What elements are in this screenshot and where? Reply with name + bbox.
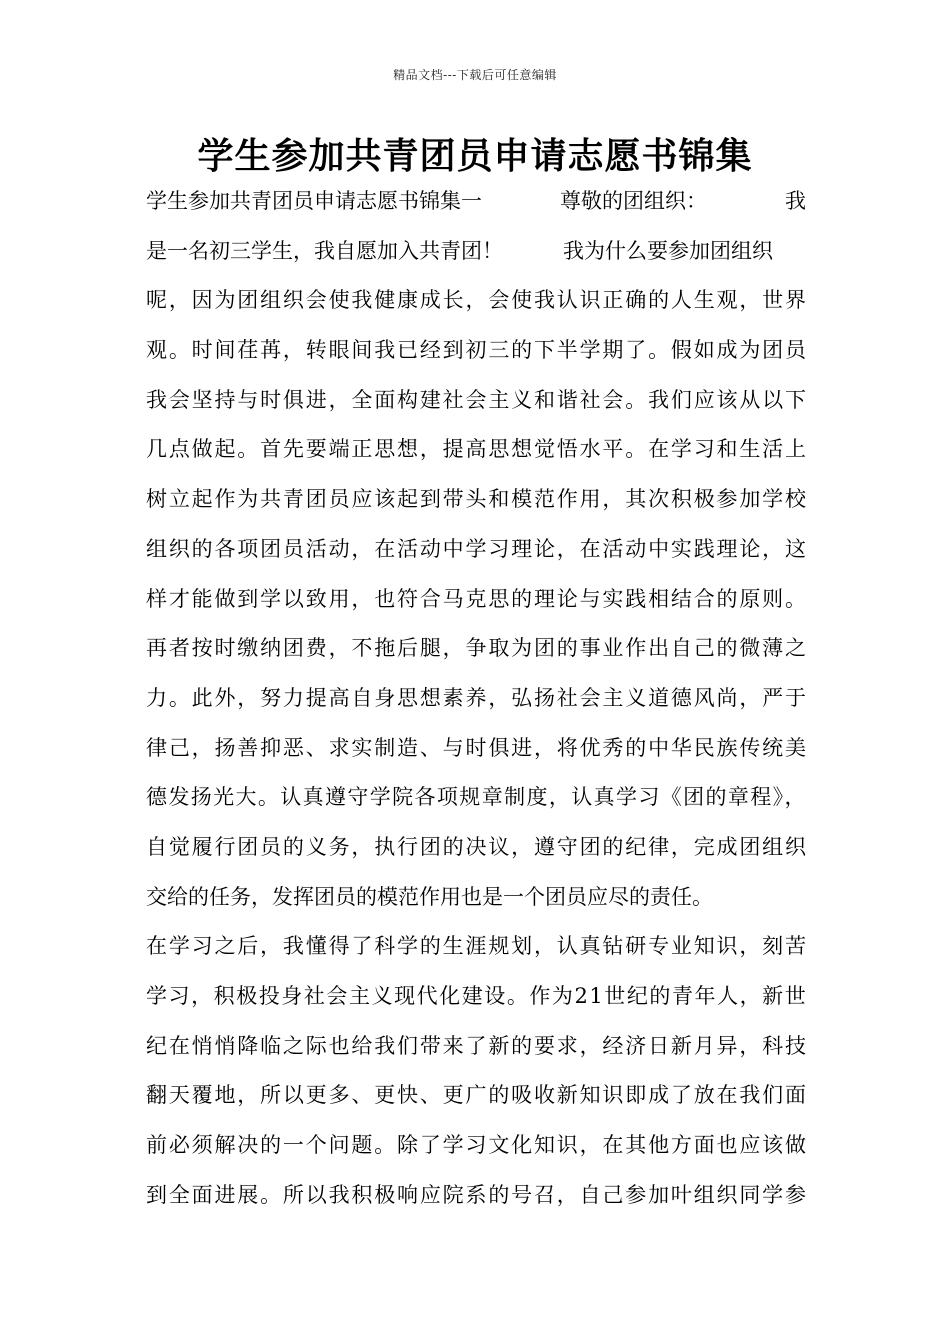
text-segment: 树立起作为共青团员应该起到带头和模范作用，其次积极参加学校 [146,487,808,512]
text-line [146,1126,806,1176]
text-segment: 是一名初三学生，我自愿加入共青团！ [146,238,503,263]
text-segment: 律己，扬善抑恶、求实制造、与时俱进，将优秀的中华民族传统美 [146,735,808,760]
text-segment: 我 [785,189,806,213]
text-segment: 德发扬光大。认真遵守学院各项规章制度，认真学习《团的章程》， [146,785,807,810]
text-line [146,927,806,977]
text-segment: 翻天覆地，所以更多、更快、更广的吸收新知识即成了放在我们面 [146,1083,808,1108]
text-line [146,281,806,331]
text-line [146,430,806,480]
text-segment: 交给的任务，发挥团员的模范作用也是一个团员应尽的责任。 [146,884,713,909]
text-line [146,530,806,580]
text-segment: 我为什么要参加团组织 [563,238,773,263]
text-line [146,232,806,282]
text-line [146,381,806,431]
text-segment: 样才能做到学以致用，也符合马克思的理论与实践相结合的原则。 [146,586,808,611]
text-line [146,729,806,779]
text-line [146,878,806,928]
text-line [146,977,806,1027]
text-segment: 呢，因为团组织会使我健康成长，会使我认识正确的人生观，世界 [146,288,808,313]
document-title: 学生参加共青团员申请志愿书锦集 [197,136,753,177]
text-line [146,679,806,729]
text-segment: 观。时间荏苒，转眼间我已经到初三的下半学期了。假如成为团员 [146,338,808,363]
text-line [146,1076,806,1126]
text-line [146,331,806,381]
text-line [146,629,806,679]
text-line [146,828,806,878]
text-line [146,778,806,828]
text-segment: 力。此外，努力提高自身思想素养，弘扬社会主义道德风尚，严于 [146,685,808,710]
text-segment: 几点做起。首先要端正思想，提高思想觉悟水平。在学习和生活上 [146,437,808,462]
text-segment: 到全面进展。所以我积极响应院系的号召，自己参加叶组织同学参 [146,1182,808,1207]
text-line [146,1176,806,1226]
text-segment: 组织的各项团员活动，在活动中学习理论，在活动中实践理论，这 [146,536,808,561]
text-segment: 在学习之后，我懂得了科学的生涯规划，认真钻研专业知识，刻苦 [146,934,808,959]
body-text [146,182,806,1225]
text-segment: 再者按时缴纳团费，不拖后腿，争取为团的事业作出自己的微薄之 [146,636,808,661]
text-line [146,182,806,232]
header-note: 精品文档---下载后可任意编辑 [393,68,557,82]
text-line [146,580,806,630]
text-segment: 学习，积极投身社会主义现代化建设。作为21世纪的青年人，新世 [146,984,808,1008]
text-line [146,480,806,530]
text-segment: 学生参加共青团员申请志愿书锦集一 [146,189,482,213]
text-segment: 尊敬的团组织： [560,189,707,213]
text-segment: 前必须解决的一个问题。除了学习文化知识，在其他方面也应该做 [146,1133,808,1158]
text-segment: 自觉履行团员的义务，执行团的决议，遵守团的纪律，完成团组织 [146,834,808,859]
text-segment: 纪在悄悄降临之际也给我们带来了新的要求，经济日新月异，科技 [146,1033,808,1058]
text-line [146,1027,806,1077]
text-segment: 我会坚持与时俱进，全面构建社会主义和谐社会。我们应该从以下 [146,387,808,412]
